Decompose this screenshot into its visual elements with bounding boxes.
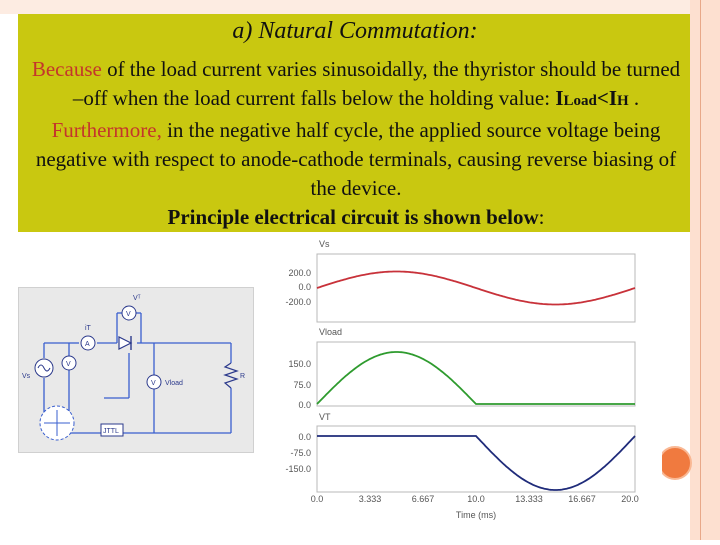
slide-border-line (700, 0, 701, 540)
vload-waveform (317, 352, 635, 404)
paragraph-text-1: of the load current varies sinusoidally, the thyristor should be turned –off when the load current falls below the holding value: (72, 57, 681, 110)
vs-waveform (317, 272, 635, 305)
slide-top-border (0, 0, 720, 14)
i-letter: I (555, 86, 564, 110)
circuit-svg (19, 288, 253, 452)
paragraph-dot: . (628, 86, 640, 110)
vt-plot-title: VT (319, 412, 331, 422)
vload-meter-v: V (151, 380, 156, 387)
vt-top-label: Vᵀ (133, 295, 141, 302)
vs-ytick: -200.0 (285, 297, 311, 307)
plots-svg (255, 232, 662, 540)
x-tick: 16.667 (568, 494, 596, 504)
vt-waveform (317, 436, 635, 490)
vload-plot-frame (317, 342, 635, 406)
vload-ytick: 0.0 (298, 400, 311, 410)
x-tick: 0.0 (310, 494, 324, 504)
x-tick: 10.0 (467, 494, 485, 504)
vs-plot-title: Vs (319, 239, 330, 249)
vload-ytick: 75.0 (293, 380, 311, 390)
caption-colon: : (538, 205, 545, 229)
less-than-i: <I (596, 86, 617, 110)
x-axis-label: Time (ms) (455, 510, 497, 520)
iload-symbol (555, 86, 628, 110)
vt-ytick: -150.0 (285, 464, 311, 474)
paragraph-text-2: in the negative half cycle, the applied source voltage being negative with respect to anode-cathode terminals, causing reverse biasing of the device. (35, 118, 677, 200)
vload-label: Vload (165, 380, 183, 387)
x-tick: 3.333 (358, 494, 382, 504)
vload-plot-title: Vload (319, 327, 343, 337)
h-subscript: H (617, 93, 629, 109)
x-tick: 20.0 (621, 494, 639, 504)
vs-ytick: 0.0 (298, 282, 311, 292)
vt-ytick: 0.0 (298, 432, 311, 442)
principle-circuit-caption: Principle electrical circuit is shown below (167, 205, 539, 229)
load-subscript: Load (563, 93, 597, 109)
vt-meter-label: V (126, 311, 131, 318)
ammeter-label: A (85, 341, 90, 348)
slide-title: a) Natural Commutation: (232, 18, 478, 44)
decorative-circle-icon (658, 446, 692, 480)
circuit-diagram (18, 287, 254, 453)
because-word: Because (31, 57, 102, 81)
vload-ytick: 150.0 (288, 359, 311, 369)
x-tick: 13.333 (515, 494, 543, 504)
vs-source-label: Vs (22, 373, 31, 380)
x-tick: 6.667 (411, 494, 435, 504)
furthermore-word: Furthermore, (51, 118, 162, 142)
vs-ytick: 200.0 (288, 268, 311, 278)
vs-meter-label: V (66, 361, 71, 368)
vt-ytick: -75.0 (290, 448, 311, 458)
it-label: iT (85, 325, 91, 332)
pulse-label: JTTL (103, 428, 119, 435)
slide-right-border (690, 0, 720, 540)
explanation-paragraph (24, 55, 688, 232)
resistor-label: R (240, 373, 246, 380)
waveform-plots (255, 232, 662, 540)
